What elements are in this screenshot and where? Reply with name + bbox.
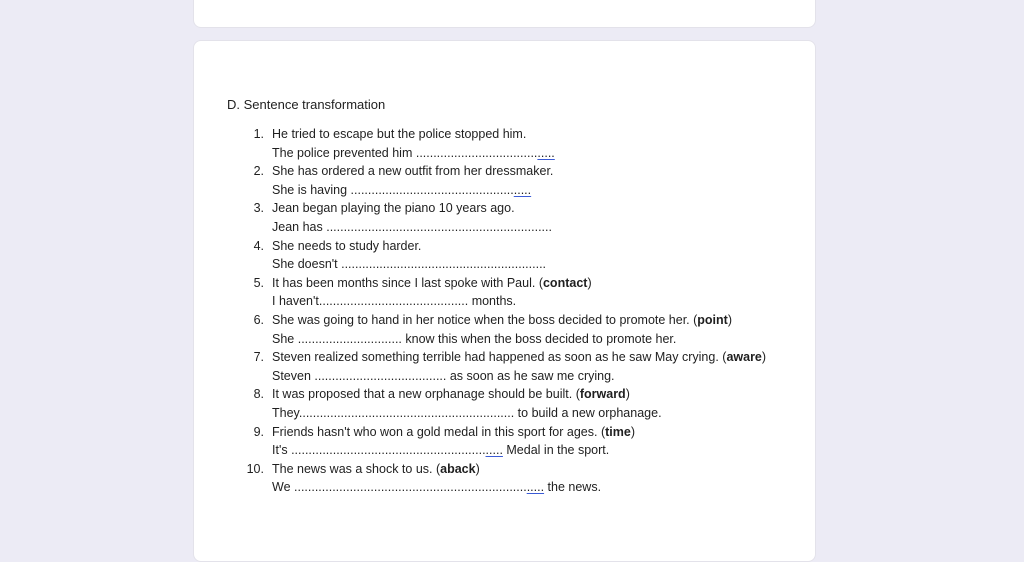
answer-line: Steven ...................................... as soon as he saw me crying.	[272, 368, 615, 383]
question-keyword: aback	[440, 461, 476, 476]
answer-blank-underlined: .....	[537, 145, 555, 160]
answer-line: The police prevented him ........................................	[272, 145, 555, 160]
answer-line: It's ............................................................. Medal in the sport.	[272, 443, 610, 458]
question-number: 2.	[253, 164, 264, 179]
question-item	[227, 311, 766, 348]
question-sentence: She has ordered a new outfit from her dressmaker.	[272, 164, 554, 179]
answer-blank: ..............................	[297, 331, 402, 346]
answer-line: She doesn't ...........................................................	[272, 257, 547, 272]
worksheet-card	[193, 40, 816, 562]
question-number: 7.	[253, 350, 264, 365]
question-item	[227, 199, 766, 236]
answer-blank-underlined: .....	[513, 182, 532, 197]
question-number: 6.	[253, 312, 264, 327]
question-sentence: It was proposed that a new orphanage should be built. (forward)	[272, 387, 630, 402]
question-number: 9.	[253, 424, 264, 439]
section-title: D. Sentence transformation	[227, 97, 386, 112]
question-list	[227, 125, 766, 497]
question-sentence: She needs to study harder.	[272, 238, 422, 253]
question-sentence: He tried to escape but the police stopped him.	[272, 127, 527, 141]
answer-blank: ...........................................	[318, 294, 469, 309]
question-number: 3.	[253, 201, 264, 216]
answer-blank: ........................................................	[291, 443, 486, 458]
question-keyword: point	[697, 312, 728, 327]
question-item	[227, 125, 766, 162]
question-sentence: Jean began playing the piano 10 years ago.	[272, 201, 515, 216]
answer-blank: ...................................	[415, 145, 538, 160]
question-sentence: The news was a shock to us. (aback)	[272, 461, 480, 476]
question-keyword: time	[605, 424, 631, 439]
question-number: 10.	[246, 461, 264, 476]
question-number: 5.	[253, 275, 264, 290]
answer-line: They.............................................................. to build a new orphanage.	[272, 405, 662, 420]
question-sentence: She was going to hand in her notice when the boss decided to promote her. (point)	[272, 312, 732, 327]
answer-blank: ......................................	[314, 368, 447, 383]
question-keyword: forward	[579, 387, 626, 402]
question-number: 4.	[253, 238, 264, 253]
question-item	[227, 460, 766, 497]
question-sentence: It has been months since I last spoke with Paul. (contact)	[272, 275, 592, 290]
question-item	[227, 237, 766, 274]
answer-blank: ...............................................	[350, 182, 514, 197]
question-sentence: Steven realized something terrible had happened as soon as he saw May crying. (aware)	[272, 350, 767, 365]
answer-blank: ...................................................................	[294, 480, 527, 495]
answer-blank: ..............................................................	[298, 405, 515, 420]
question-item	[227, 423, 766, 460]
answer-line: She is having ....................................................	[272, 182, 532, 197]
answer-blank-underlined: .....	[485, 443, 503, 458]
question-number: 8.	[253, 387, 264, 402]
question-item	[227, 162, 766, 199]
question-number: 1.	[253, 127, 264, 141]
previous-card	[193, 0, 816, 28]
answer-blank-underlined: .....	[526, 480, 545, 495]
question-sentence: Friends hasn't who won a gold medal in this sport for ages. (time)	[272, 424, 635, 439]
question-item	[227, 348, 766, 385]
question-item	[227, 274, 766, 311]
question-keyword: aware	[726, 350, 762, 365]
question-item	[227, 385, 766, 422]
answer-blank: ...........................................................	[341, 257, 547, 272]
answer-line: She .............................. know this when the boss decided to promote her.	[272, 331, 677, 346]
question-keyword: contact	[542, 275, 588, 290]
answer-blank: .................................................................	[326, 219, 552, 234]
answer-line: We ........................................................................ the news.	[272, 480, 602, 495]
answer-line: Jean has .................................................................	[272, 219, 552, 234]
answer-line: I haven't........................................... months.	[272, 294, 517, 309]
